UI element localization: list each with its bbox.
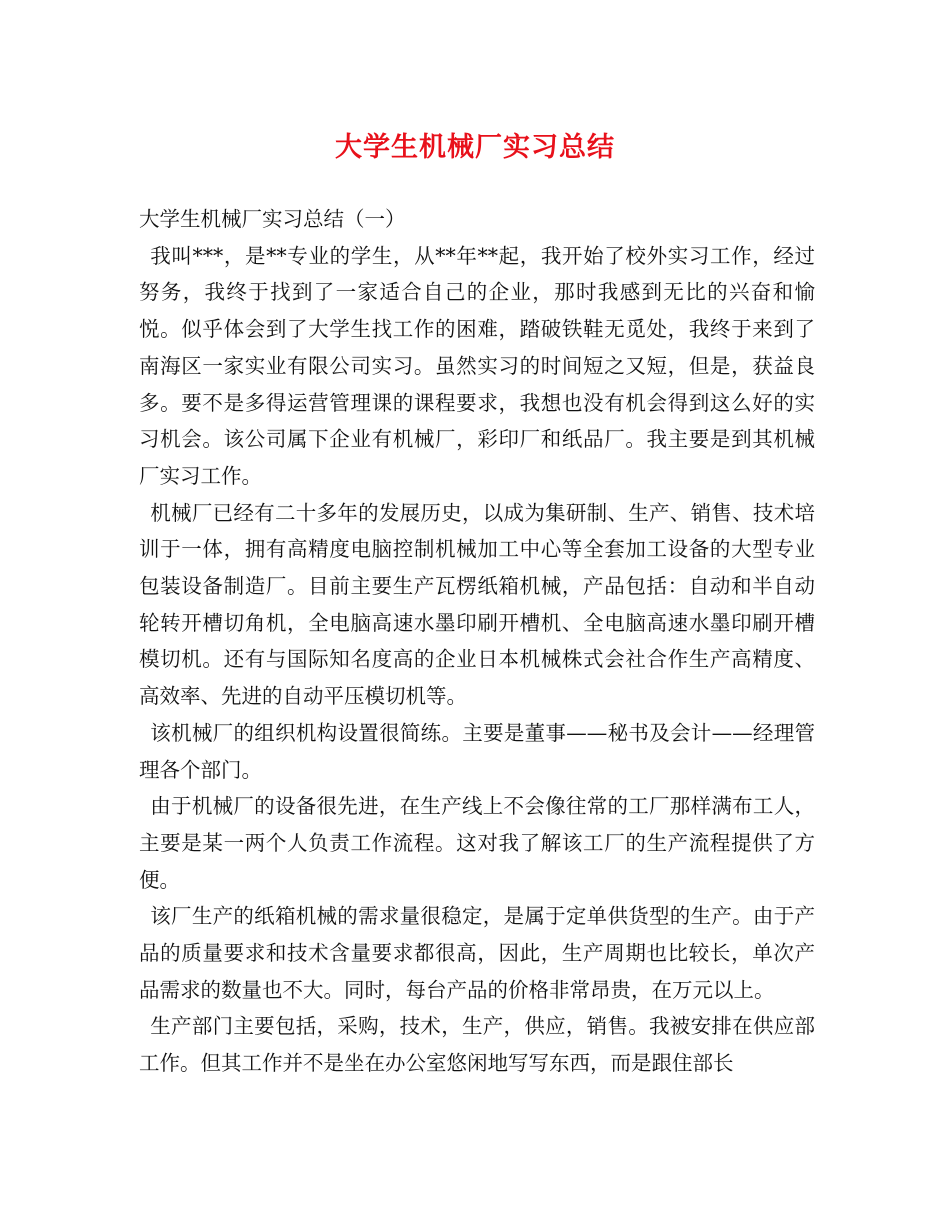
paragraph: 我叫***，是**专业的学生，从**年**起，我开始了校外实习工作，经过努务，我终于找到了一家适合自己的企业，那时我感到无比的兴奋和愉悦。似乎体会到了大学生找工作的困难，踏破铁鞋无觅处，我终于来到了南海区一家实业有限公司实习。虽然实习的时间短之又短，但是，获益良多。要不是多得运营管理课的课程要求，我想也没有机会得到这么好的实习机会。该公司属下企业有机械厂，彩印厂和纸品厂。我主要是到其机械厂实习工作。	[139, 243, 815, 488]
paragraph: 由于机械厂的设备很先进，在生产线上不会像往常的工厂那样满布工人，主要是某一两个人负责工作流程。这对我了解该工厂的生产流程提供了方便。	[139, 794, 815, 892]
document-title: 大学生机械厂实习总结	[335, 132, 615, 163]
paragraph: 机械厂已经有二十多年的发展历史，以成为集研制、生产、销售、技术培训于一体，拥有高精度电脑控制机械加工中心等全套加工设备的大型专业包装设备制造厂。目前主要生产瓦楞纸箱机械，产品包括：自动和半自动轮转开槽切角机，全电脑高速水墨印刷开槽机、全电脑高速水墨印刷开槽模切机。还有与国际知名度高的企业日本机械株式会社合作生产高精度、高效率、先进的自动平压模切机等。	[139, 500, 815, 709]
section-heading: 大学生机械厂实习总结（一）	[139, 207, 406, 231]
paragraph: 该机械厂的组织机构设置很简练。主要是董事——秘书及会计——经理管理各个部门。	[139, 720, 815, 782]
paragraph: 生产部门主要包括，采购，技术，生产，供应，销售。我被安排在供应部工作。但其工作并不是坐在办公室悠闲地写写东西，而是跟住部长	[139, 1014, 815, 1076]
document-body	[139, 201, 815, 1082]
paragraph: 该厂生产的纸箱机械的需求量很稳定，是属于定单供货型的生产。由于产品的质量要求和技术含量要求都很高，因此，生产周期也比较长，单次产品需求的数量也不大。同时，每台产品的价格非常昂贵，在万元以上。	[139, 904, 815, 1002]
